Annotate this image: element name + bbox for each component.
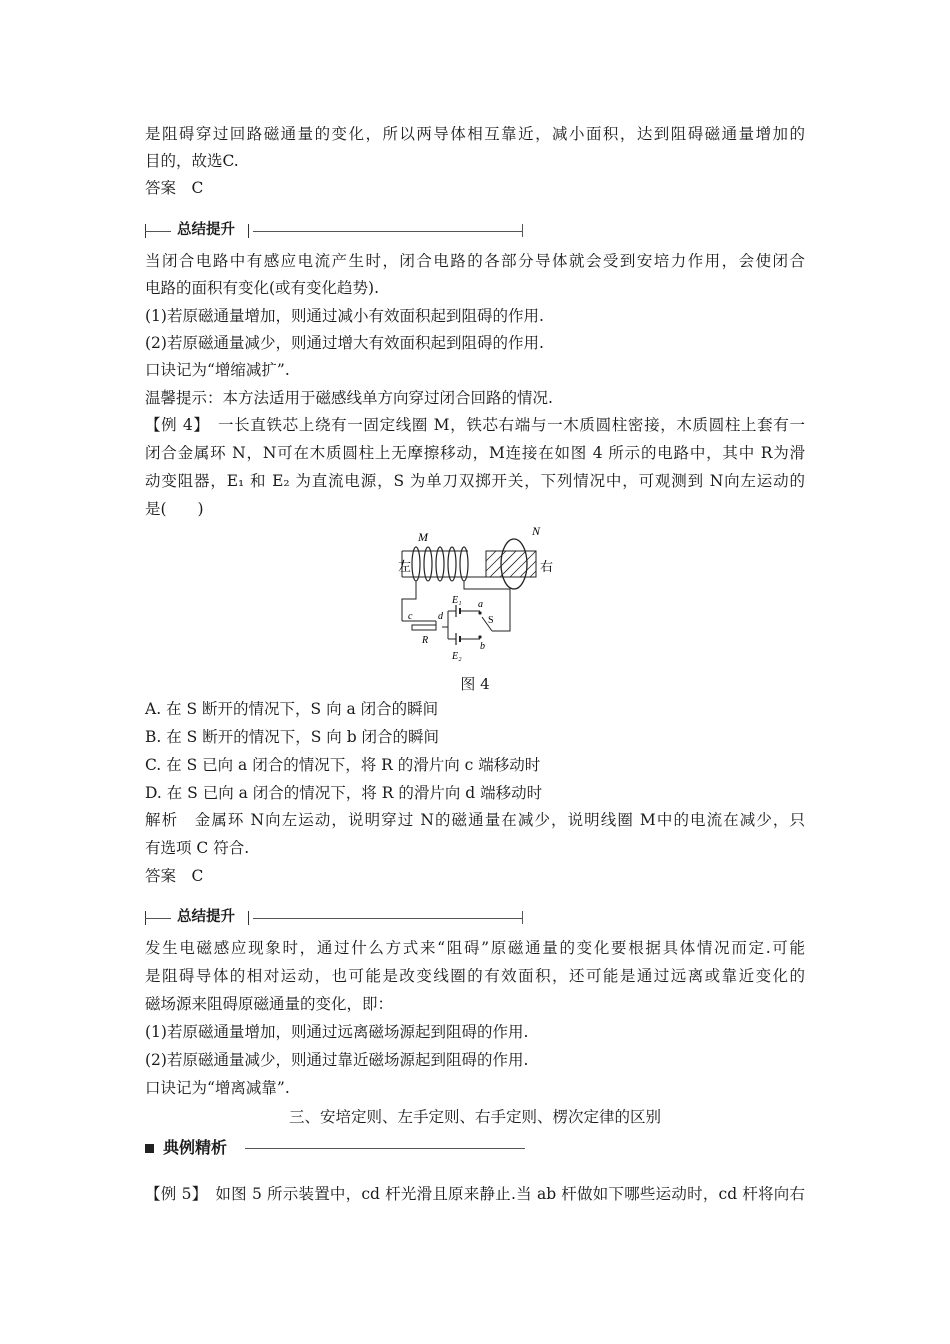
text-line: 是阻碍导体的相对运动，也可能是改变线圈的有效面积，还可能是通过远离或靠近变化的	[145, 967, 805, 985]
example-line: 【例 5】 如图 5 所示装置中，cd 杆光滑且原来静止.当 ab 杆做如下哪些运动时，cd 杆将向右	[145, 1185, 805, 1203]
label-E1: E₁	[452, 595, 462, 606]
text-line: 是阻碍穿过回路磁通量的变化，所以两导体相互靠近，减小面积，达到阻碍磁通量增加的	[145, 125, 805, 143]
text-line: 电路的面积有变化(或有变化趋势).	[145, 279, 380, 297]
text-line: 目的，故选C.	[145, 152, 239, 170]
box-rule	[145, 231, 171, 232]
answer-line: 答案 C	[145, 179, 204, 197]
summary-title: 总结提升	[177, 222, 235, 238]
box-corner	[522, 911, 523, 924]
answer-line: 答案 C	[145, 867, 204, 885]
coil-M	[412, 547, 468, 581]
summary-box-header	[145, 222, 523, 238]
section-header-title: 典例精析	[163, 1138, 228, 1157]
text-line: (1)若原磁通量增加，则通过减小有效面积起到阻碍的作用.	[145, 307, 544, 325]
section-header	[145, 1138, 525, 1160]
terminal-a	[478, 611, 481, 614]
text-line: 发生电磁感应现象时，通过什么方式来“阻碍”原磁通量的变化要根据具体情况而定.可能	[145, 939, 805, 957]
example-line: 闭合金属环 N，N可在木质圆柱上无摩擦移动，M连接在如图 4 所示的电路中，其中 R为滑	[145, 444, 805, 462]
label-d: d	[438, 611, 443, 622]
box-rule	[253, 918, 523, 919]
text-line: (2)若原磁通量减少，则通过增大有效面积起到阻碍的作用.	[145, 334, 544, 352]
square-bullet-icon	[145, 1144, 154, 1153]
box-rule	[145, 918, 171, 919]
text-line: (1)若原磁通量增加，则通过远离磁场源起到阻碍的作用.	[145, 1023, 529, 1041]
label-a: a	[478, 599, 483, 610]
text-line: 口诀记为“增离减靠”.	[145, 1079, 290, 1097]
rheostat-R	[412, 625, 436, 630]
text-line: 磁场源来阻碍原磁通量的变化，即：	[145, 995, 394, 1013]
label-b: b	[480, 641, 485, 652]
solution-line: 解析 金属环 N向左运动，说明穿过 N的磁通量在减少，说明线圈 M中的电流在减少，只	[145, 811, 805, 829]
terminal-b	[478, 635, 481, 638]
summary-box-header	[145, 909, 523, 925]
label-S: S	[488, 615, 494, 626]
solution-line: 有选项 C 符合.	[145, 839, 250, 857]
text-line: (2)若原磁通量减少，则通过靠近磁场源起到阻碍的作用.	[145, 1051, 529, 1069]
option-a: A. 在 S 断开的情况下，S 向 a 闭合的瞬间	[145, 700, 439, 718]
summary-title: 总结提升	[177, 909, 235, 925]
label-right: 右	[540, 560, 554, 575]
label-left: 左	[398, 560, 412, 575]
option-d: D. 在 S 已向 a 闭合的情况下，将 R 的滑片向 d 端移动时	[145, 784, 543, 802]
label-R: R	[422, 635, 429, 646]
box-corner	[522, 224, 523, 237]
label-M: M	[418, 530, 428, 544]
figure-caption: 图 4	[460, 675, 490, 693]
example-line: 是( )	[145, 500, 204, 518]
circuit-figure	[398, 527, 558, 667]
example-line: 动变阻器，E₁ 和 E₂ 为直流电源，S 为单刀双掷开关，下列情况中，可观测到 N向左运动的	[145, 472, 805, 490]
example-line: 【例 4】 一长直铁芯上绕有一固定线圈 M，铁芯右端与一木质圆柱密接，木质圆柱上套有一	[145, 416, 805, 434]
box-rule	[253, 231, 523, 232]
text-line: 口诀记为“增缩减扩”.	[145, 361, 290, 379]
box-title-tick	[248, 224, 249, 238]
box-title-tick	[248, 911, 249, 925]
text-line: 温馨提示：本方法适用于磁感线单方向穿过闭合回路的情况.	[145, 389, 553, 407]
label-c: c	[408, 611, 413, 622]
option-b: B. 在 S 断开的情况下，S 向 b 闭合的瞬间	[145, 728, 440, 746]
label-N: N	[532, 527, 541, 538]
option-c: C. 在 S 已向 a 闭合的情况下，将 R 的滑片向 c 端移动时	[145, 756, 541, 774]
label-E2: E₂	[452, 651, 462, 662]
section-title: 三、安培定则、左手定则、右手定则、楞次定律的区别	[288, 1108, 661, 1126]
section-rule	[245, 1148, 525, 1149]
text-line: 当闭合电路中有感应电流产生时，闭合电路的各部分导体就会受到安培力作用，会使闭合	[145, 252, 805, 270]
